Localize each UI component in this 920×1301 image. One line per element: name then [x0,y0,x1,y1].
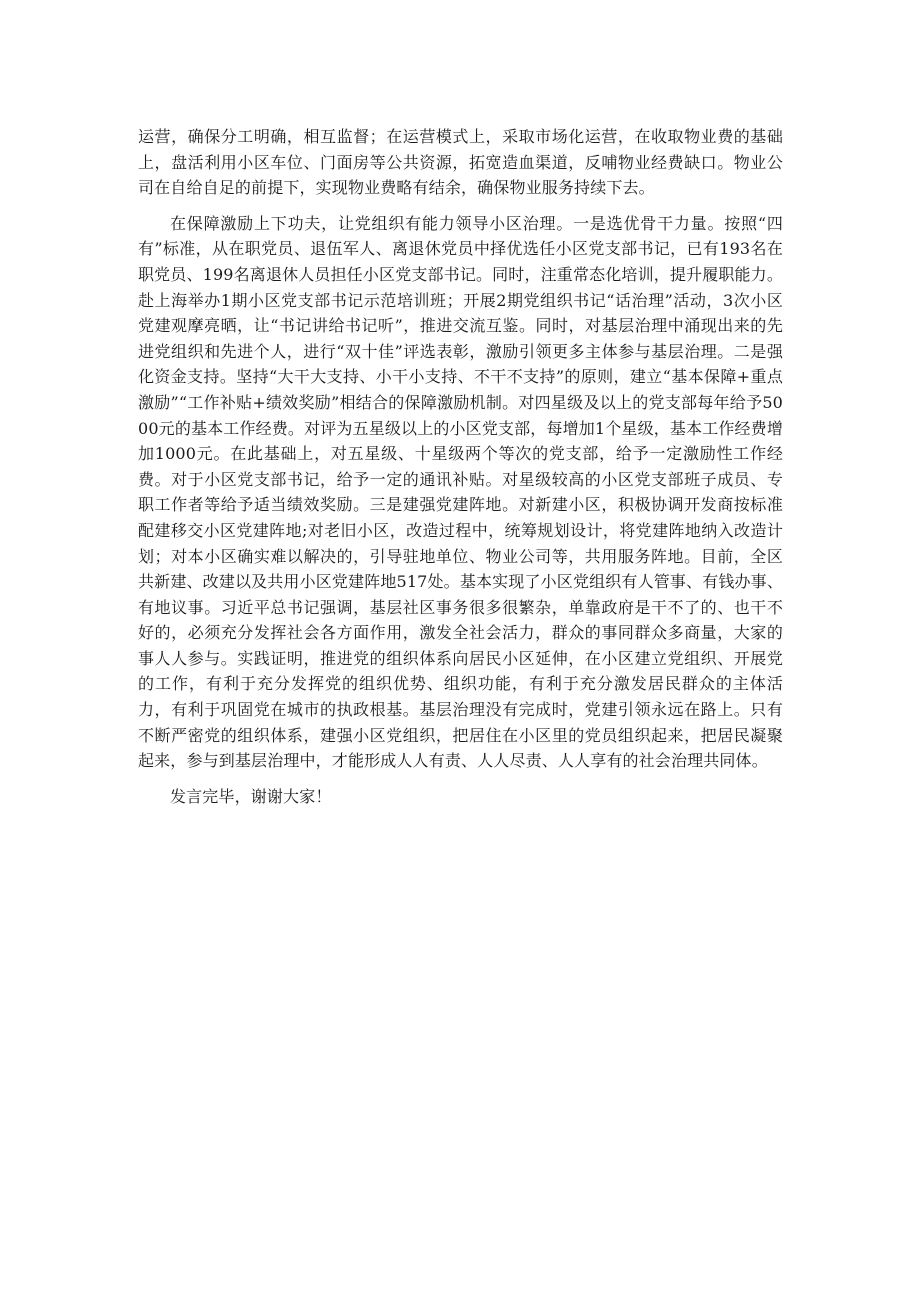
paragraph-support-incentives: 在保障激励上下功夫，让党组织有能力领导小区治理。一是选优骨干力量。按照“四有”标准，从在职党员、退伍军人、离退休党员中择优选任小区党支部书记，已有193名在职党员、199名离退休人员担任小区党支部书记。同时，注重常态化培训，提升履职能力。赴上海举办1期小区党支部书记示范培训班；开展2期党组织书记“话治理”活动，3次小区党建观摩亮晒，让“书记讲给书记听”，推进交流互鉴。同时，对基层治理中涌现出来的先进党组织和先进个人，进行“双十佳”评选表彰，激励引领更多主体参与基层治理。二是强化资金支持。坚持“大干大支持、小干小支持、不干不支持”的原则，建立“基本保障+重点激励”“工作补贴+绩效奖励”相结合的保障激励机制。对四星级及以上的党支部每年给予5000元的基本工作经费。对评为五星级以上的小区党支部，每增加1个星级，基本工作经费增加1000元。在此基础上，对五星级、十星级两个等次的党支部，给予一定激励性工作经费。对于小区党支部书记，给予一定的通讯补贴。对星级较高的小区党支部班子成员、专职工作者等给予适当绩效奖励。三是建强党建阵地。对新建小区，积极协调开发商按标准配建移交小区党建阵地;对老旧小区，改造过程中，统筹规划设计，将党建阵地纳入改造计划；对本小区确实难以解决的，引导驻地单位、物业公司等，共用服务阵地。目前，全区共新建、改建以及共用小区党建阵地517处。基本实现了小区党组织有人管事、有钱办事、有地议事。习近平总书记强调，基层社区事务很多很繁杂，单靠政府是干不了的、也干不好的，必须充分发挥社会各方面作用，激发全社会活力，群众的事同群众多商量，大家的事人人参与。实践证明，推进党的组织体系向居民小区延伸，在小区建立党组织、开展党的工作，有利于充分发挥党的组织优势、组织功能，有利于充分激发居民群众的主体活力，有利于巩固党在城市的执政根基。基层治理没有完成时，党建引领永远在路上。只有不断严密党的组织体系，建强小区党组织，把居住在小区里的党员组织起来，把居民凝聚起来，参与到基层治理中，才能形成人人有责、人人尽责、人人享有的社会治理共同体。 [138,213,783,771]
paragraph-continuation: 运营，确保分工明确，相互监督；在运营模式上，采取市场化运营，在收取物业费的基础上，盘活利用小区车位、门面房等公共资源，拓宽造血渠道，反哺物业经费缺口。物业公司在自给自足的前提下，实现物业费略有结余，确保物业服务持续下去。 [138,127,783,198]
paragraph-closing: 发言完毕，谢谢大家！ [170,786,332,806]
document-body [138,124,783,809]
